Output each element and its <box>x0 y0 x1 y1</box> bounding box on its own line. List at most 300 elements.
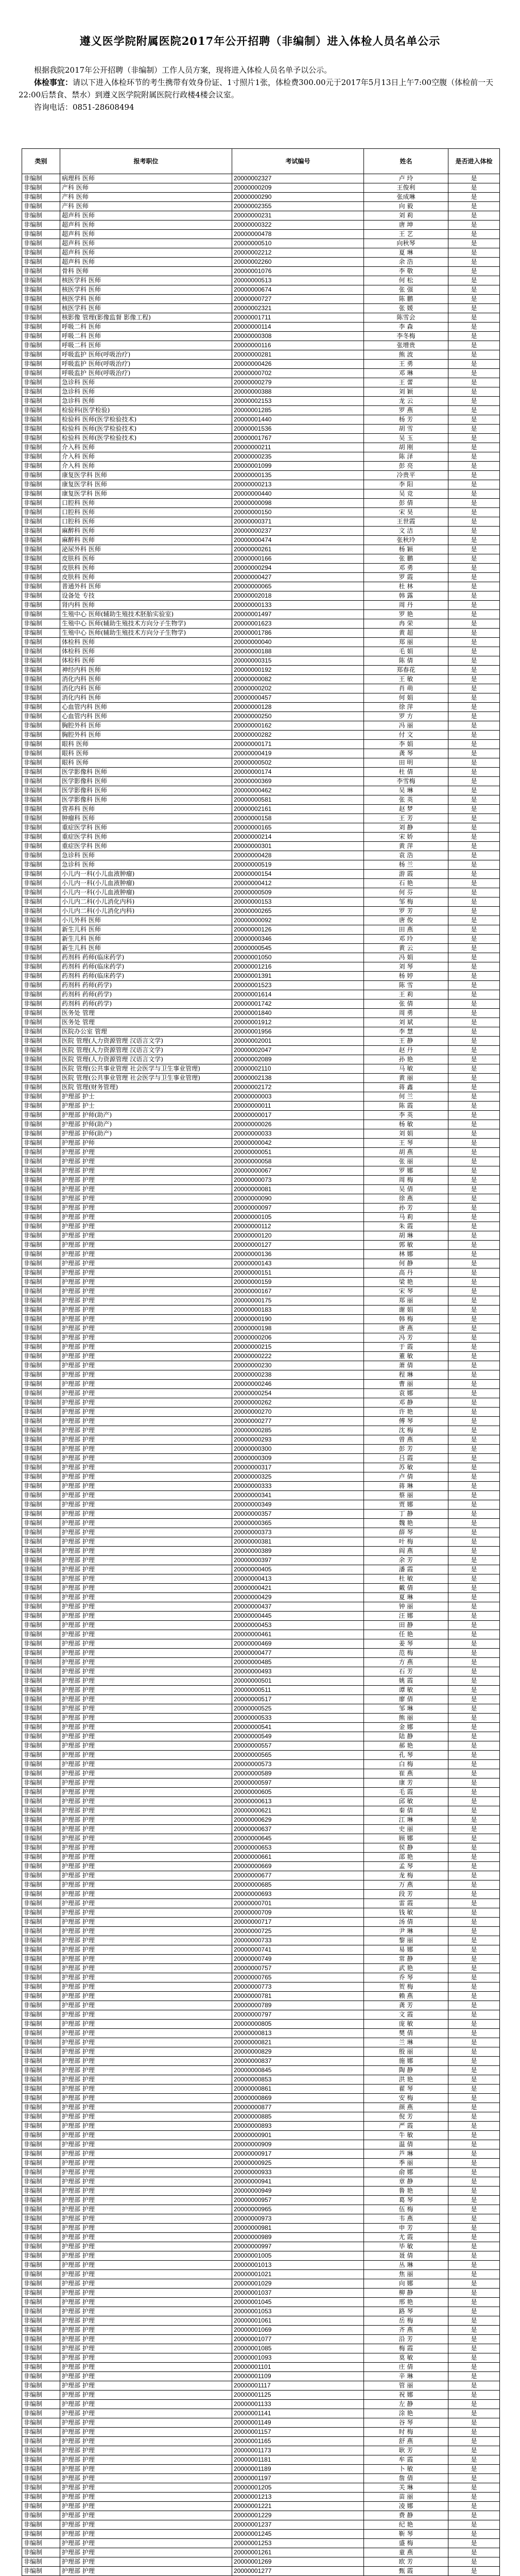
table-row <box>22 2455 500 2465</box>
cell-physical-exam: 是 <box>448 258 500 267</box>
cell-exam-id: 20000000215 <box>232 1343 364 1352</box>
cell-exam-id: 20000000349 <box>232 1500 364 1510</box>
cell-physical-exam: 是 <box>448 721 500 731</box>
table-row <box>22 656 500 666</box>
cell-category: 非编制 <box>22 1278 60 1287</box>
cell-exam-id: 20000000290 <box>232 193 364 202</box>
cell-physical-exam: 是 <box>448 1398 500 1408</box>
cell-name: 尤 霞 <box>364 2233 448 2242</box>
cell-category: 非编制 <box>22 2177 60 2187</box>
cell-position: 护理部 护理 <box>60 1741 232 1751</box>
cell-name: 耿 芳 <box>364 2446 448 2455</box>
cell-name: 冯 娟 <box>364 953 448 962</box>
cell-exam-id: 20000000214 <box>232 833 364 842</box>
cell-exam-id: 20000002089 <box>232 1055 364 1064</box>
cell-name: 谭 敏 <box>364 1686 448 1695</box>
cell-category: 非编制 <box>22 452 60 462</box>
table-row <box>22 749 500 758</box>
table-row <box>22 323 500 332</box>
cell-physical-exam: 是 <box>448 2242 500 2251</box>
table-row <box>22 675 500 684</box>
cell-exam-id: 20000000405 <box>232 1565 364 1574</box>
cell-name: 阎 燕 <box>364 1547 448 1556</box>
cell-physical-exam: 是 <box>448 1426 500 1435</box>
cell-category: 非编制 <box>22 332 60 341</box>
cell-category: 非编制 <box>22 2075 60 2084</box>
cell-name: 张 强 <box>364 285 448 295</box>
cell-position: 神经内科 医师 <box>60 666 232 675</box>
cell-name: 沿 芳 <box>364 2335 448 2344</box>
cell-category: 非编制 <box>22 1667 60 1676</box>
cell-physical-exam: 是 <box>448 2418 500 2428</box>
cell-name: 胡 燕 <box>364 1148 448 1157</box>
cell-exam-id: 20000000143 <box>232 1259 364 1268</box>
cell-physical-exam: 是 <box>448 619 500 629</box>
table-row <box>22 1871 500 1880</box>
cell-physical-exam: 是 <box>448 2122 500 2131</box>
table-row <box>22 1176 500 1185</box>
cell-name: 孙 芳 <box>364 1204 448 1213</box>
cell-position: 护理部 护理 <box>60 1176 232 1185</box>
cell-name: 赵 梦 <box>364 805 448 814</box>
table-row <box>22 2520 500 2530</box>
cell-exam-id: 20000000557 <box>232 1741 364 1751</box>
cell-name: 钱 敏 <box>364 1908 448 1918</box>
cell-category: 非编制 <box>22 1612 60 1621</box>
cell-name: 马 莉 <box>364 1213 448 1222</box>
cell-position: 超声科 医师 <box>60 239 232 248</box>
cell-physical-exam: 是 <box>448 2270 500 2279</box>
cell-name: 张增贵 <box>364 341 448 350</box>
cell-name: 梁 艳 <box>364 1278 448 1287</box>
cell-category: 非编制 <box>22 1074 60 1083</box>
cell-exam-id: 20000000135 <box>232 471 364 480</box>
table-row <box>22 2177 500 2187</box>
cell-name: 管 丽 <box>364 2381 448 2391</box>
cell-position: 护理部 护理 <box>60 2001 232 2010</box>
table-row <box>22 842 500 851</box>
cell-category: 非编制 <box>22 295 60 304</box>
cell-category: 非编制 <box>22 1556 60 1565</box>
cell-exam-id: 20000000033 <box>232 1129 364 1139</box>
cell-category: 非编制 <box>22 174 60 183</box>
table-row <box>22 1333 500 1343</box>
table-row <box>22 285 500 295</box>
table-row <box>22 638 500 647</box>
cell-physical-exam: 是 <box>448 2214 500 2224</box>
cell-physical-exam: 是 <box>448 1296 500 1306</box>
cell-physical-exam: 是 <box>448 1658 500 1667</box>
cell-physical-exam: 是 <box>448 1788 500 1797</box>
cell-position: 护理部 护理 <box>60 2344 232 2353</box>
cell-physical-exam: 是 <box>448 2353 500 2363</box>
cell-physical-exam: 是 <box>448 1584 500 1593</box>
table-row <box>22 962 500 972</box>
cell-physical-exam: 是 <box>448 2372 500 2381</box>
cell-name: 程 琳 <box>364 1370 448 1380</box>
cell-category: 非编制 <box>22 434 60 443</box>
cell-position: 营养科 医师 <box>60 805 232 814</box>
table-row <box>22 313 500 323</box>
table-row <box>22 2001 500 2010</box>
cell-physical-exam: 是 <box>448 239 500 248</box>
cell-name: 王俊利 <box>364 183 448 193</box>
table-row <box>22 1435 500 1445</box>
cell-exam-id: 20000000727 <box>232 295 364 304</box>
cell-category: 非编制 <box>22 230 60 239</box>
cell-position: 护理部 护理 <box>60 1816 232 1825</box>
cell-exam-id: 20000001523 <box>232 981 364 990</box>
cell-exam-id: 20000000613 <box>232 1797 364 1806</box>
cell-physical-exam: 是 <box>448 2149 500 2159</box>
cell-name: 郑春花 <box>364 666 448 675</box>
table-row <box>22 1055 500 1064</box>
cell-position: 超声科 医师 <box>60 248 232 258</box>
cell-category: 非编制 <box>22 2233 60 2242</box>
cell-physical-exam: 是 <box>448 1843 500 1853</box>
cell-physical-exam: 是 <box>448 360 500 369</box>
cell-category: 非编制 <box>22 369 60 378</box>
cell-exam-id: 20000001205 <box>232 2483 364 2493</box>
cell-name: 吴 倩 <box>364 1185 448 1194</box>
cell-position: 设备处 专技 <box>60 591 232 601</box>
cell-position: 产科 医师 <box>60 202 232 211</box>
cell-exam-id: 20000000773 <box>232 1982 364 1992</box>
cell-position: 护理部 护理 <box>60 2020 232 2029</box>
cell-exam-id: 20000000167 <box>232 1287 364 1296</box>
table-row <box>22 2103 500 2112</box>
cell-physical-exam: 是 <box>448 508 500 517</box>
cell-position: 医学影像科 医师 <box>60 777 232 786</box>
cell-physical-exam: 是 <box>448 833 500 842</box>
cell-physical-exam: 是 <box>448 2279 500 2289</box>
cell-category: 非编制 <box>22 258 60 267</box>
cell-name: 陈 霞 <box>364 1101 448 1111</box>
cell-name: 牛 敏 <box>364 2131 448 2140</box>
cell-name: 舒 燕 <box>364 2437 448 2446</box>
table-row <box>22 2418 500 2428</box>
cell-name: 郭 敏 <box>364 1241 448 1250</box>
cell-position: 护理部 护理 <box>60 1936 232 1945</box>
cell-category: 非编制 <box>22 2251 60 2261</box>
cell-position: 护理部 护理 <box>60 2289 232 2298</box>
cell-name: 吕 霞 <box>364 1454 448 1463</box>
cell-category: 非编制 <box>22 2020 60 2029</box>
table-row <box>22 2084 500 2094</box>
cell-name: 余 芳 <box>364 1556 448 1565</box>
cell-category: 非编制 <box>22 2557 60 2567</box>
cell-physical-exam: 是 <box>448 2465 500 2474</box>
table-row <box>22 332 500 341</box>
table-row <box>22 1101 500 1111</box>
table-row <box>22 1426 500 1435</box>
cell-category: 非编制 <box>22 731 60 740</box>
cell-exam-id: 20000001101 <box>232 2363 364 2372</box>
cell-name: 杨 婷 <box>364 972 448 981</box>
cell-physical-exam: 是 <box>448 1046 500 1055</box>
cell-exam-id: 20000000213 <box>232 480 364 489</box>
table-row <box>22 1482 500 1491</box>
cell-position: 护理部 护理 <box>60 1760 232 1769</box>
cell-name: 常 静 <box>364 1955 448 1964</box>
cell-position: 呼吸二科 医师 <box>60 332 232 341</box>
table-row <box>22 2400 500 2409</box>
cell-position: 肾内科 医师 <box>60 601 232 610</box>
cell-position: 护理部 护理 <box>60 2149 232 2159</box>
cell-position: 医院办公室 管理 <box>60 1027 232 1037</box>
header-category: 类别 <box>22 149 60 174</box>
cell-name: 庄 倩 <box>364 2363 448 2372</box>
cell-position: 护理部 护理 <box>60 1222 232 1231</box>
cell-physical-exam: 是 <box>448 823 500 833</box>
cell-physical-exam: 是 <box>448 972 500 981</box>
cell-physical-exam: 是 <box>448 202 500 211</box>
cell-position: 护理部 护理 <box>60 2187 232 2196</box>
cell-category: 非编制 <box>22 1843 60 1853</box>
cell-position: 护理部 护理 <box>60 2047 232 2057</box>
cell-category: 非编制 <box>22 842 60 851</box>
cell-physical-exam: 是 <box>448 295 500 304</box>
table-row <box>22 1064 500 1074</box>
cell-position: 护理部 护理 <box>60 2511 232 2520</box>
cell-exam-id: 20000000517 <box>232 1695 364 1704</box>
cell-category: 非编制 <box>22 2474 60 2483</box>
cell-physical-exam: 是 <box>448 1871 500 1880</box>
cell-exam-id: 20000000211 <box>232 443 364 452</box>
cell-position: 心血管内科 医师 <box>60 703 232 712</box>
table-row <box>22 1723 500 1732</box>
cell-name: 唐 燕 <box>364 1324 448 1333</box>
table-row <box>22 2363 500 2372</box>
cell-name: 韩 梅 <box>364 1315 448 1324</box>
cell-position: 介入科 医师 <box>60 443 232 452</box>
cell-position: 护理部 护士 <box>60 1101 232 1111</box>
table-row <box>22 647 500 656</box>
cell-position: 护理部 护理 <box>60 1537 232 1547</box>
cell-exam-id: 20000000629 <box>232 1816 364 1825</box>
table-row <box>22 925 500 935</box>
cell-name: 乔 琴 <box>364 1973 448 1982</box>
cell-position: 护理部 护理 <box>60 1445 232 1454</box>
candidate-table <box>22 148 500 2576</box>
cell-name: 杨 芳 <box>364 415 448 425</box>
cell-physical-exam: 是 <box>448 2196 500 2205</box>
cell-physical-exam: 是 <box>448 1324 500 1333</box>
table-row <box>22 999 500 1009</box>
table-row <box>22 1658 500 1667</box>
cell-category: 非编制 <box>22 1714 60 1723</box>
cell-position: 肿瘤科 医师 <box>60 814 232 823</box>
cell-category: 非编制 <box>22 1695 60 1704</box>
cell-name: 邓 玲 <box>364 935 448 944</box>
cell-category: 非编制 <box>22 1092 60 1101</box>
cell-position: 呼吸二科 医师 <box>60 341 232 350</box>
cell-name: 田 静 <box>364 1621 448 1630</box>
table-row <box>22 1890 500 1899</box>
cell-physical-exam: 是 <box>448 434 500 443</box>
cell-position: 急诊科 医师 <box>60 851 232 860</box>
cell-physical-exam: 是 <box>448 1751 500 1760</box>
cell-name: 何 芬 <box>364 888 448 897</box>
cell-exam-id: 20000000573 <box>232 1760 364 1769</box>
cell-category: 非编制 <box>22 629 60 638</box>
table-row <box>22 1454 500 1463</box>
cell-position: 麻醉科 医师 <box>60 536 232 545</box>
cell-exam-id: 20000000829 <box>232 2047 364 2057</box>
cell-category: 非编制 <box>22 2140 60 2149</box>
cell-position: 皮肤科 医师 <box>60 573 232 582</box>
cell-physical-exam: 是 <box>448 2428 500 2437</box>
table-row <box>22 2511 500 2520</box>
table-row <box>22 2131 500 2140</box>
cell-physical-exam: 是 <box>448 962 500 972</box>
cell-position: 护理部 护理 <box>60 1306 232 1315</box>
table-row <box>22 591 500 601</box>
cell-position: 护理部 护理 <box>60 1315 232 1324</box>
table-row <box>22 1259 500 1268</box>
cell-category: 非编制 <box>22 304 60 313</box>
cell-position: 护理部 护理 <box>60 1231 232 1241</box>
cell-name: 韩 露 <box>364 591 448 601</box>
cell-name: 冯 芳 <box>364 1333 448 1343</box>
cell-category: 非编制 <box>22 2326 60 2335</box>
cell-name: 何 松 <box>364 276 448 285</box>
cell-physical-exam: 是 <box>448 629 500 638</box>
cell-category: 非编制 <box>22 935 60 944</box>
cell-exam-id: 20000000981 <box>232 2224 364 2233</box>
cell-physical-exam: 是 <box>448 2335 500 2344</box>
cell-position: 护理部 护理 <box>60 1352 232 1361</box>
cell-physical-exam: 是 <box>448 1092 500 1101</box>
cell-name: 彭 芳 <box>364 1445 448 1454</box>
cell-physical-exam: 是 <box>448 2159 500 2168</box>
cell-physical-exam: 是 <box>448 1074 500 1083</box>
table-row <box>22 2298 500 2307</box>
cell-position: 产科 医师 <box>60 193 232 202</box>
cell-name: 费 静 <box>364 2511 448 2520</box>
cell-name: 涂 艳 <box>364 2409 448 2418</box>
cell-position: 护理部 护理 <box>60 2010 232 2020</box>
cell-category: 非编制 <box>22 675 60 684</box>
cell-name: 洪 艳 <box>364 2075 448 2084</box>
cell-physical-exam: 是 <box>448 1148 500 1157</box>
cell-physical-exam: 是 <box>448 1714 500 1723</box>
cell-position: 护理部 护理 <box>60 2353 232 2363</box>
cell-position: 护理部 护理 <box>60 2279 232 2289</box>
cell-name: 梅 霞 <box>364 2344 448 2353</box>
cell-name: 邹 琳 <box>364 1704 448 1714</box>
cell-position: 护理部 护理 <box>60 1491 232 1500</box>
cell-category: 非编制 <box>22 999 60 1009</box>
cell-exam-id: 20000000153 <box>232 897 364 907</box>
cell-physical-exam: 是 <box>448 1741 500 1751</box>
table-row <box>22 2289 500 2298</box>
cell-physical-exam: 是 <box>448 2131 500 2140</box>
cell-physical-exam: 是 <box>448 2567 500 2576</box>
table-row <box>22 1306 500 1315</box>
table-row <box>22 489 500 499</box>
cell-position: 护理部 护理 <box>60 2131 232 2140</box>
cell-physical-exam: 是 <box>448 2520 500 2530</box>
cell-position: 护理部 护理 <box>60 2140 232 2149</box>
cell-category: 非编制 <box>22 749 60 758</box>
cell-exam-id: 20000001125 <box>232 2391 364 2400</box>
cell-category: 非编制 <box>22 1500 60 1510</box>
cell-exam-id: 20000000717 <box>232 1918 364 1927</box>
cell-physical-exam: 是 <box>448 2224 500 2233</box>
cell-name: 毛 霞 <box>364 1788 448 1797</box>
cell-position: 护理部 护理 <box>60 1871 232 1880</box>
cell-exam-id: 20000001029 <box>232 2279 364 2289</box>
cell-position: 生殖中心 医师(辅助生殖技术方向分子生物学) <box>60 619 232 629</box>
cell-physical-exam: 是 <box>448 999 500 1009</box>
cell-category: 非编制 <box>22 2187 60 2196</box>
cell-category: 非编制 <box>22 638 60 647</box>
cell-physical-exam: 是 <box>448 1055 500 1064</box>
table-row <box>22 425 500 434</box>
cell-exam-id: 20000000685 <box>232 1880 364 1890</box>
table-row <box>22 1370 500 1380</box>
cell-name: 郑 丽 <box>364 638 448 647</box>
cell-name: 黄 超 <box>364 629 448 638</box>
cell-physical-exam: 是 <box>448 2057 500 2066</box>
cell-name: 唐 坤 <box>364 221 448 230</box>
cell-physical-exam: 是 <box>448 786 500 795</box>
cell-category: 非编制 <box>22 2205 60 2214</box>
cell-category: 非编制 <box>22 703 60 712</box>
cell-physical-exam: 是 <box>448 1315 500 1324</box>
cell-exam-id: 20000000965 <box>232 2205 364 2214</box>
cell-exam-id: 20000001099 <box>232 462 364 471</box>
cell-category: 非编制 <box>22 1732 60 1741</box>
cell-name: 陈 雪 <box>364 981 448 990</box>
cell-exam-id: 20000000837 <box>232 2057 364 2066</box>
cell-name: 张 媛 <box>364 304 448 313</box>
table-row <box>22 1982 500 1992</box>
cell-exam-id: 20000000597 <box>232 1778 364 1788</box>
table-row <box>22 777 500 786</box>
cell-category: 非编制 <box>22 2400 60 2409</box>
cell-exam-id: 20000001711 <box>232 313 364 323</box>
cell-category: 非编制 <box>22 2446 60 2455</box>
cell-position: 小儿内一科(小儿血液肿瘤) <box>60 888 232 897</box>
table-row <box>22 554 500 564</box>
cell-physical-exam: 是 <box>448 2112 500 2122</box>
cell-category: 非编制 <box>22 990 60 999</box>
cell-position: 护理部 护理 <box>60 1880 232 1890</box>
cell-category: 非编制 <box>22 897 60 907</box>
table-row <box>22 1695 500 1704</box>
cell-physical-exam: 是 <box>448 2075 500 2084</box>
table-row <box>22 731 500 740</box>
table-row <box>22 1992 500 2001</box>
cell-physical-exam: 是 <box>448 582 500 591</box>
cell-position: 护理部 护理 <box>60 1982 232 1992</box>
cell-category: 非编制 <box>22 536 60 545</box>
cell-category: 非编制 <box>22 341 60 350</box>
cell-position: 医学影像科 医师 <box>60 786 232 795</box>
cell-position: 医院 管理(人力资源管理 汉语言文学) <box>60 1037 232 1046</box>
cell-physical-exam: 是 <box>448 221 500 230</box>
table-row <box>22 1797 500 1806</box>
cell-exam-id: 20000000427 <box>232 573 364 582</box>
cell-exam-id: 20000001285 <box>232 406 364 415</box>
cell-category: 非编制 <box>22 1120 60 1129</box>
cell-name: 李 敬 <box>364 267 448 276</box>
cell-physical-exam: 是 <box>448 1491 500 1500</box>
table-row <box>22 1139 500 1148</box>
cell-category: 非编制 <box>22 443 60 452</box>
